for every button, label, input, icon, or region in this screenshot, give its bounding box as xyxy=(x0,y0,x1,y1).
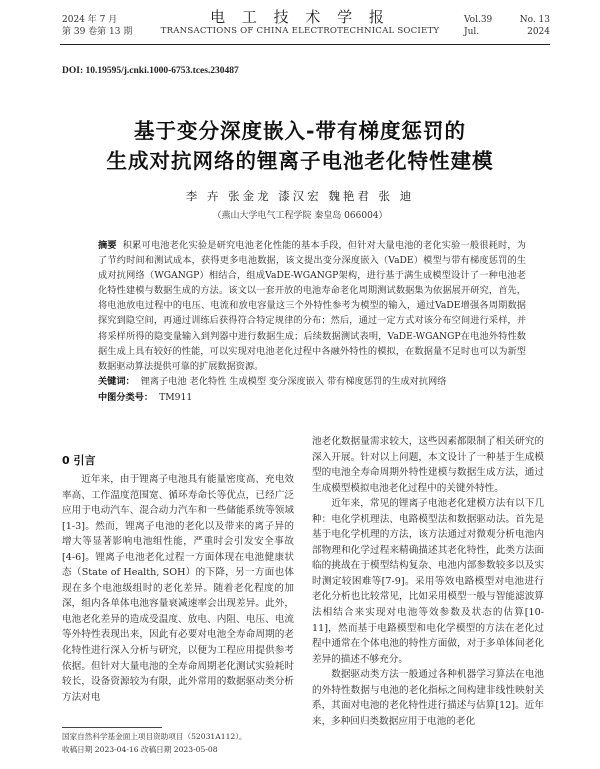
paragraph: 近年来，由于锂离子电池具有能量密度高、充电效率高、工作温度范围宽、循环寿命长等优点，已经广泛应用于电动汽车、混合动力汽车和一些储能系统等领域[1-3]。然而，锂离子电池的老化以及带来的离子异的增大等显著影响电池组性能，严重时会引发安全事故[4-6]。锂离子电池老化过程一方面体现在电池健康状态（State of Health, SOH）的下降，另一方面也体现在多个电池级组时的老化差异。随着老化程度的加深，组内各单体电池容量衰减速率会出现差异。此外，电池老化差异的造成受温度、放电、内阻、电压、电流等外特性表现出来，因此有必要对电池全寿命周期的老化特性进行深入分析与研究，以便为工程应用提供参考依据。但针对大量电池的全寿命周期老化测试实验耗时较长，设备资源较为有限，此外常用的数据驱动类分析方法对电 xyxy=(62,474,294,703)
footnote-dates: 收稿日期 2023-04-16 改稿日期 2023-05-08 xyxy=(62,745,218,754)
title-line-2: 生成对抗网络的锂离子电池老化特性建模 xyxy=(106,149,494,173)
journal-name-en: TRANSACTIONS OF CHINA ELECTROTECHNICAL SOCIETY xyxy=(160,26,440,36)
month-en: Jul. xyxy=(464,27,480,37)
volume-zh: 第 39 卷第 13 期 xyxy=(62,27,133,37)
year-en: 2024 xyxy=(527,27,550,37)
paragraph: 近年来，常见的锂离子电池老化建模方法有以下几种：电化学机理法、电路模型法和数据驱动法。首先是基于电化学机理的方法，该方法通过对微观分析电池内部物理和化学过程来精确描述其老化特性，此类方法面临的挑战在于模型结构复杂、电池内部参数较多以及实时测定较困难等[7-9]。采用等效电路模型对电池进行老化分析也比较常见，比如采用模型一般与智能滤波算法相结合来实现对电池等效参数及状态的估算[10-11]，然而基于电路模型和电化学模型的方法在老化过程中通常在个体电池的特性方面做，对于多单体间老化差异的描述不够充分。 xyxy=(312,498,544,665)
footnote-divider xyxy=(62,727,162,728)
issue-info-zh xyxy=(62,14,132,38)
keywords-text: 锂离子电池 老化特性 生成模型 变分深度嵌入 带有梯度惩罚的生成对抗网络 xyxy=(140,376,447,387)
issue-info-en xyxy=(464,14,550,38)
abstract-label: 摘要 xyxy=(98,240,117,251)
doi: DOI: 10.19595/j.cnki.1000-6753.tces.230487 xyxy=(62,66,239,76)
left-column xyxy=(62,472,294,705)
clc-label: 中图分类号： xyxy=(98,392,154,403)
affiliation: （燕山大学电气工程学院 秦皇岛 066004） xyxy=(212,211,388,221)
number-en: No. 13 xyxy=(519,15,550,25)
keywords xyxy=(98,374,526,389)
paragraph: 数据驱动类方法一般通过各种机器学习算法在电池的外特性数据与电池的老化指标之间构建非线性映射关系，其面对电池的老化特性进行描述与估算[12]。近年来，多种回归类数据应用于电池的老化 xyxy=(312,669,544,727)
journal-masthead xyxy=(150,8,450,37)
clc-value: TM911 xyxy=(159,392,193,403)
header-divider xyxy=(60,44,550,45)
footnote-fund: 国家自然科学基金面上项目资助项目（52031A112）。 xyxy=(62,732,247,741)
journal-name-zh: 电 工 技 术 学 报 xyxy=(210,8,390,26)
clc-number xyxy=(98,390,192,405)
volume-en: Vol.39 xyxy=(464,15,493,25)
paper-title xyxy=(40,116,560,176)
issue-date-zh: 2024 年 7 月 xyxy=(62,15,118,25)
author-list: 李 卉 张金龙 漆汉宏 魏艳君 张 迪 xyxy=(185,189,415,203)
right-column xyxy=(312,434,544,729)
title-line-1: 基于变分深度嵌入-带有梯度惩罚的 xyxy=(133,119,466,143)
abstract xyxy=(98,238,526,374)
section-heading: 0 引言 xyxy=(62,454,96,467)
keywords-label: 关键词： xyxy=(98,376,135,387)
abstract-text: 积累可电池老化实验是研究电池老化性能的基本手段，但针对大量电池的老化实验一般很耗时，为了节约时间和测试成本，获得更多电池数据，该文提出变分深度嵌入（VaDE）模型与带有梯度惩罚的生成对抗网络（WGANGP）相结合，组成VaDE-WGANGP架构，进行基于满生成模型设计了一种电池老化特性建模与数据生成的方法。该文以一套开放的电池寿命老化周期测试数据集为依据展开研究，首先，将电池放电过程中的电压、电流和放电容量这三个外特性参考为模型的输入，通过VaDE增强各周期数据探究到隐空间，再通过训练后获得符合特定规律的分布；然后，通过一定方式对该分布空间进行采样，并将采样所得的隐变量输入到判器中进行数据生成；后续数据测试表明，VaDE-WGANGP在电池外特性数据生成上具有较好的性能，可以实现对电池老化过程中各融外特性的模拟，在数据量不足时也可以为新型数据驱动算法提供可靠的扩展数据资源。 xyxy=(98,240,526,372)
paragraph: 池老化数据量需求较大，这些因素都限制了相关研究的深入开展。针对以上问题，本文设计了一种基于生成模型的电池全寿命周期外特性建模与数据生成方法，通过生成模型模拟电池老化过程中的关键外特性。 xyxy=(312,436,544,494)
